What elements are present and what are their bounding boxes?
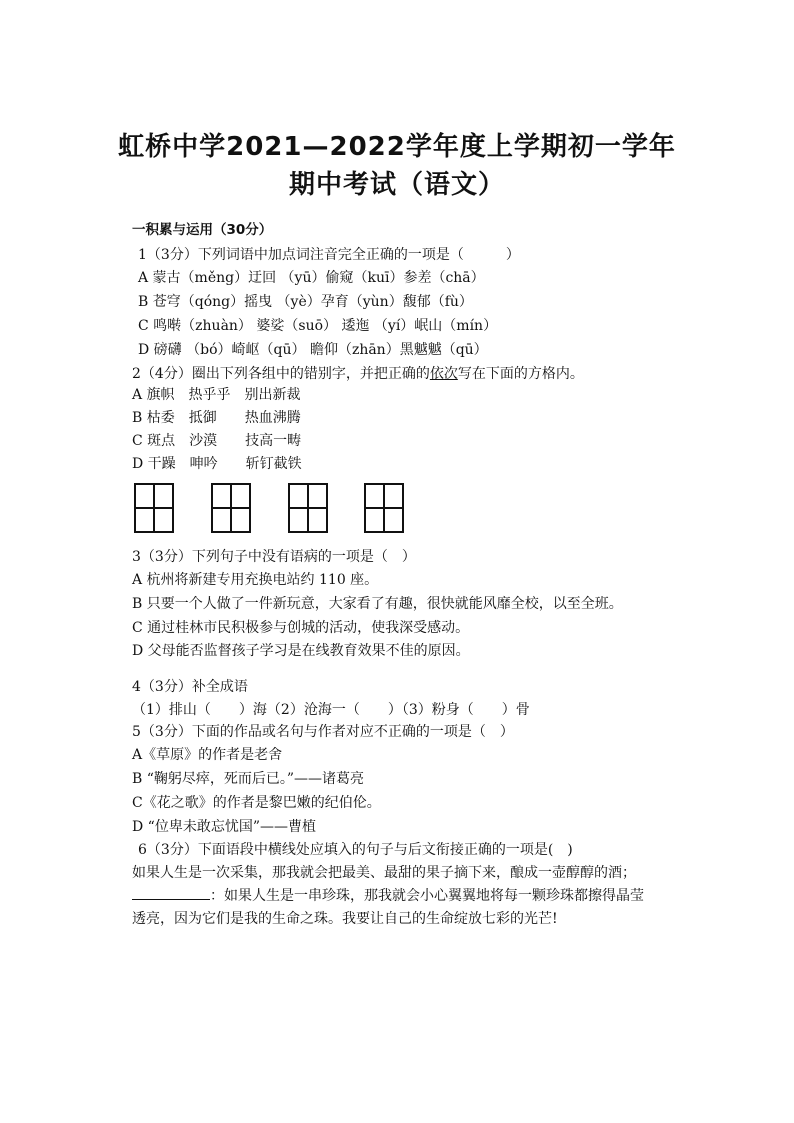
q2-option-a: A 旗帜 热乎乎 别出新裁 (132, 387, 301, 403)
q2-stem-before: 2（4分）圈出下列各组中的错别字，并把正确的 (132, 366, 430, 382)
q5-option-a: A《草原》的作者是老舍 (132, 747, 283, 763)
q2-stem-after: 写在下面的方格内。 (457, 366, 584, 382)
q1-option-b: B 苍穹（qóng）摇曳 （yè）孕育（yùn）馥郁（fù） (138, 294, 473, 310)
q3-option-d: D 父母能否监督孩子学习是在线教育效果不佳的原因。 (132, 643, 470, 659)
q3-stem: 3（3分）下列句子中没有语病的一项是（ ） (132, 549, 416, 565)
q5-option-b: B “鞠躬尽瘁，死而后已。”——诸葛亮 (132, 771, 365, 787)
q2-option-b: B 枯委 抵御 热血沸腾 (132, 410, 301, 426)
q5-option-d: D “位卑未敢忘忧国”——曹植 (132, 819, 316, 835)
q5-stem: 5（3分）下面的作品或名句与作者对应不正确的一项是（ ） (132, 724, 514, 740)
q3-option-a: A 杭州将新建专用充换电站约 110 座。 (132, 572, 379, 588)
q5-option-c: C《花之歌》的作者是黎巴嫩的纪伯伦。 (132, 795, 381, 811)
q2-option-d: D 干躁 呻吟 斩钉截铁 (132, 456, 302, 472)
answer-box-4[interactable] (364, 483, 404, 533)
q6-para-before: 如果人生是一次采集，那我就会把最美、最甜的果子摘下来，酿成一壶醇醇的酒； (132, 865, 636, 881)
q6-paragraph (132, 862, 644, 931)
q4-items: （1）排山（ ）海（2）沧海一（ ）（3）粉身（ ）骨 (132, 702, 530, 718)
exam-title-line1: 虹桥中学2021—2022学年度上学期初一学年 (118, 132, 676, 162)
q1-option-d: D 磅礴 （bó）崎岖（qū） 瞻仰（zhān）黑魆魆（qū） (138, 342, 488, 358)
q1-stem: 1（3分）下列词语中加点词注音完全正确的一项是（ ） (138, 247, 520, 263)
q6-para-after: ：如果人生是一串珍珠，那我就会小心翼翼地将每一颗珍珠都擦得晶莹透亮，因为它们是我的生命之珠。我要让自己的生命绽放七彩的光芒! (132, 888, 644, 927)
answer-box-1[interactable] (134, 483, 174, 533)
q2-stem (132, 365, 652, 383)
q4-stem: 4（3分）补全成语 (132, 679, 248, 695)
q2-stem-underlined: 依次 (429, 366, 458, 382)
q3-option-c: C 通过桂林市民积极参与创城的活动，使我深受感动。 (132, 620, 470, 636)
exam-title-line2: 期中考试（语文） (288, 170, 505, 200)
answer-box-3[interactable] (288, 483, 328, 533)
q1-option-c: C 鸣啭（zhuàn） 婆娑（suō） 逶迤 （yí）岷山（mín） (138, 318, 498, 334)
q2-option-c: C 斑点 沙漠 技高一畴 (132, 433, 302, 449)
q6-fill-blank[interactable] (132, 885, 210, 900)
q6-stem: 6（3分）下面语段中横线处应填入的句子与后文衔接正确的一项是( ) (138, 842, 573, 858)
q3-option-b: B 只要一个人做了一件新玩意，大家看了有趣，很快就能风靡全校，以至全班。 (132, 596, 623, 612)
section-heading: 一积累与运用（30分） (132, 222, 273, 238)
q1-option-a: A 蒙古（měng）迂回 （yū）偷窥（kuī）参差（chā） (138, 270, 485, 286)
answer-box-2[interactable] (211, 483, 251, 533)
